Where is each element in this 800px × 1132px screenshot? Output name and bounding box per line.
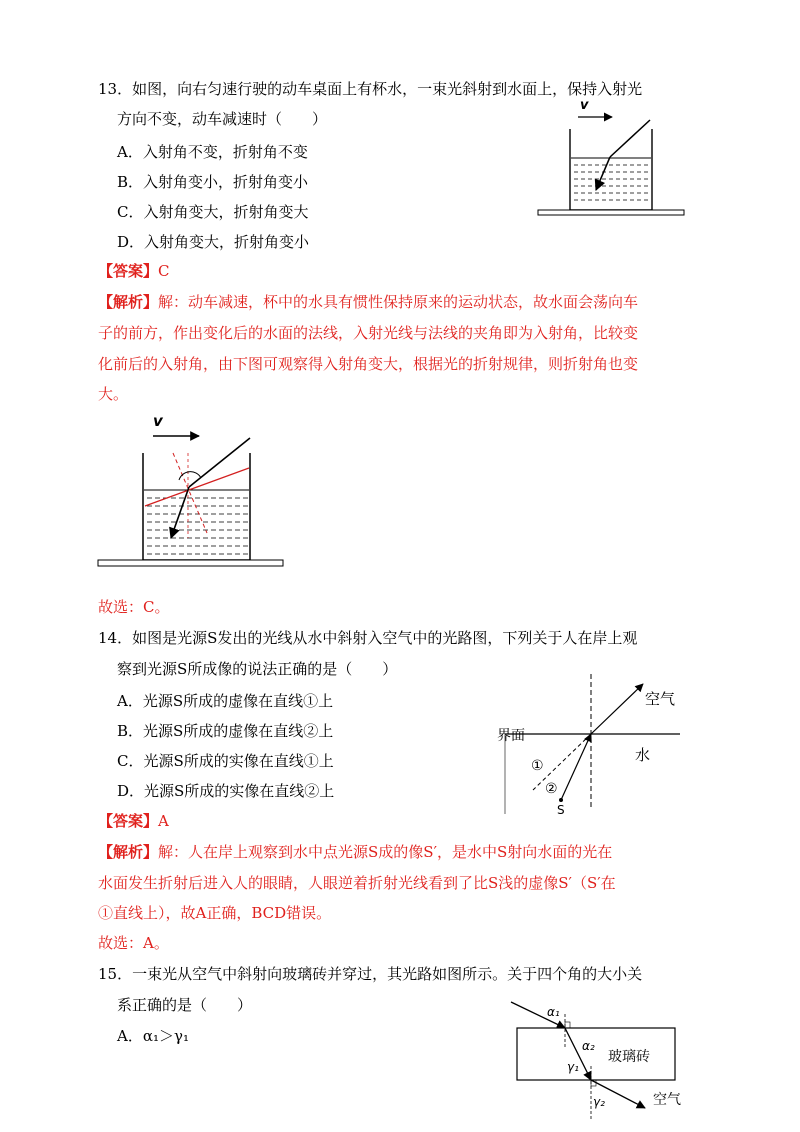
q13-answer <box>98 260 170 282</box>
q14-conclusion: 故选：A。 <box>98 934 169 952</box>
table-surface <box>538 210 684 215</box>
q13-figure-cup <box>530 95 690 220</box>
analysis-tag: 【解析】 <box>98 843 159 861</box>
answer-value: A <box>158 812 169 830</box>
q13-analysis-line1 <box>98 291 638 313</box>
line2-label: ② <box>545 781 558 797</box>
refracted-ray <box>596 157 610 190</box>
q13-analysis-line2: 子的前方，作出变化后的水面的法线，入射光线与法线的夹角即为入射角，比较变 <box>98 324 639 342</box>
incident-ray <box>561 734 591 800</box>
analysis-text: 解：人在岸上观察到水中点光源S成的像S′，是水中S射向水面的光在 <box>158 843 613 861</box>
q14-analysis-line3: ①直线上），故A正确，BCD错误。 <box>98 904 332 922</box>
q14-figure <box>495 672 695 817</box>
glass-label: 玻璃砖 <box>608 1049 650 1065</box>
velocity-label: v <box>580 98 589 113</box>
air-label: 空气 <box>653 1092 681 1108</box>
q13-analysis-line3: 化前后的入射角，由下图可观察得入射角变大，根据光的折射规律，则折射角也变 <box>98 355 639 373</box>
q14-stem-line1: 14．如图是光源S发出的光线从水中斜射入空气中的光路图，下列关于人在岸上观 <box>98 629 638 647</box>
q14-analysis-line2: 水面发生折射后进入人的眼睛，人眼逆着折射光线看到了比S浅的虚像S′（S′在 <box>98 874 616 892</box>
right-angle-top <box>565 1022 570 1028</box>
q13-option-b: B．入射角变小，折射角变小 <box>117 173 309 191</box>
q13-stem-line1: 13．如图，向右匀速行驶的动车桌面上有杯水，一束光斜射到水面上，保持入射光 <box>98 80 643 98</box>
analysis-text: 解：动车减速，杯中的水具有惯性保持原来的运动状态，故水面会荡向车 <box>158 293 639 311</box>
incident-ray <box>189 438 250 487</box>
q13-analysis-figure <box>95 408 295 573</box>
q14-option-c: C．光源S所成的实像在直线①上 <box>117 752 334 770</box>
water-label: 水 <box>635 746 651 764</box>
q14-stem-line2: 察到光源S所成像的说法正确的是（ ） <box>117 660 398 678</box>
water-hatching <box>574 165 650 200</box>
q15-figure <box>505 996 700 1132</box>
cup-outline <box>143 453 250 560</box>
analysis-tag: 【解析】 <box>98 293 159 311</box>
water-hatching <box>147 498 248 554</box>
q15-stem-line2: 系正确的是（ ） <box>117 996 253 1014</box>
alpha1-label: α₁ <box>547 1005 560 1019</box>
q14-analysis-line1 <box>98 841 612 863</box>
interface-label: 界面 <box>497 728 525 744</box>
q13-option-d: D．入射角变大，折射角变小 <box>117 233 310 251</box>
glass-brick <box>517 1028 675 1080</box>
q13-stem-line2: 方向不变，动车减速时（ ） <box>117 110 328 128</box>
source-point <box>559 798 563 802</box>
q14-option-b: B．光源S所成的虚像在直线②上 <box>117 722 334 740</box>
alpha2-label: α₂ <box>582 1039 595 1053</box>
incident-ray <box>610 120 650 157</box>
q14-option-a: A．光源S所成的虚像在直线①上 <box>117 692 334 710</box>
q13-analysis-line4: 大。 <box>98 385 129 403</box>
q13-option-a: A．入射角不变，折射角不变 <box>117 143 308 161</box>
cup-outline <box>570 129 652 210</box>
gamma2-label: γ₂ <box>593 1095 605 1109</box>
refracted-ray <box>591 684 643 734</box>
q15-option-a: A．α₁＞γ₁ <box>117 1027 189 1045</box>
q13-option-c: C．入射角变大，折射角变大 <box>117 203 309 221</box>
velocity-label: v <box>153 412 163 430</box>
air-label: 空气 <box>645 690 676 708</box>
answer-tag: 【答案】 <box>98 812 159 830</box>
answer-value: C <box>158 262 170 280</box>
source-label: S <box>557 803 565 817</box>
gamma1-label: γ₁ <box>567 1060 579 1074</box>
q15-stem-line1: 15．一束光从空气中斜射向玻璃砖并穿过，其光路如图所示。关于四个角的大小关 <box>98 965 643 983</box>
normal-line <box>173 453 207 533</box>
q13-conclusion: 故选：C。 <box>98 598 170 616</box>
answer-tag: 【答案】 <box>98 262 159 280</box>
table-surface <box>98 560 283 566</box>
q14-answer <box>98 810 169 832</box>
q14-option-d: D．光源S所成的实像在直线②上 <box>117 782 335 800</box>
line1-label: ① <box>531 758 544 774</box>
